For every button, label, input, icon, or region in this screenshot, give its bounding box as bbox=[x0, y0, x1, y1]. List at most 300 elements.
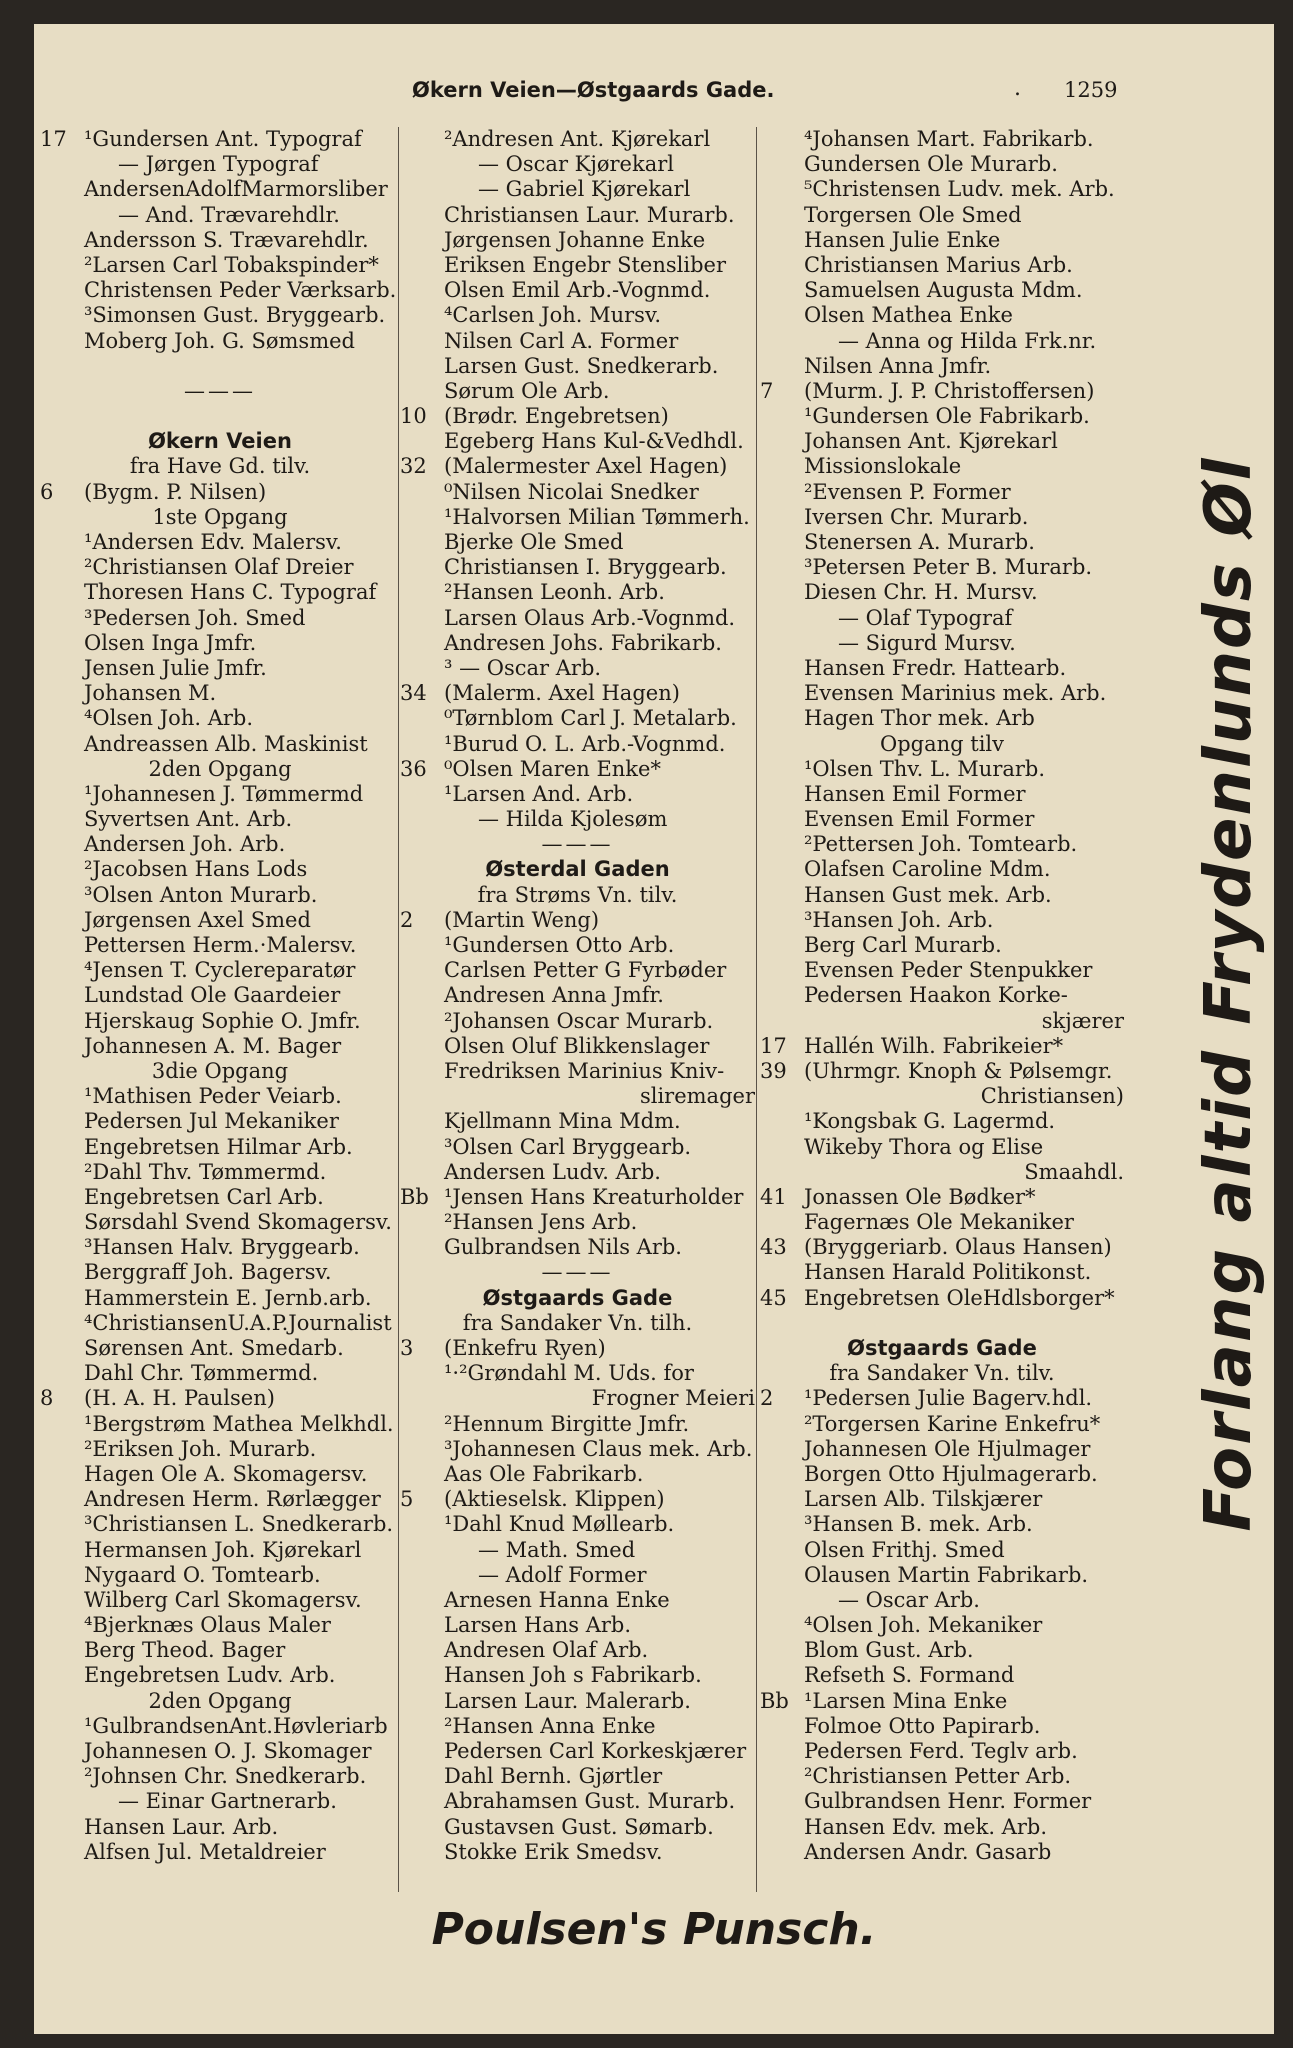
directory-entry bbox=[40, 1714, 400, 1739]
directory-entry bbox=[760, 1412, 1124, 1437]
directory-entry bbox=[760, 1260, 1124, 1285]
house-number: Bb bbox=[400, 1184, 429, 1209]
entry-text: (Enkefru Ryen) bbox=[444, 1336, 606, 1360]
directory-entry bbox=[400, 807, 755, 832]
directory-entry bbox=[760, 1286, 1124, 1311]
directory-entry bbox=[760, 580, 1124, 605]
entry-text: Larsen Hans Arb. bbox=[444, 1613, 632, 1638]
directory-entry bbox=[400, 354, 755, 379]
directory-entry bbox=[400, 1613, 755, 1638]
directory-entry bbox=[40, 253, 400, 278]
street-heading bbox=[760, 1336, 1124, 1361]
directory-entry bbox=[760, 228, 1124, 253]
entry-text: ²Hansen Anna Enke bbox=[444, 1713, 656, 1738]
entry-text: Økern Veien bbox=[148, 429, 292, 454]
directory-entry bbox=[40, 1613, 400, 1638]
directory-entry bbox=[760, 429, 1124, 454]
directory-entry bbox=[760, 1764, 1124, 1789]
directory-entry bbox=[400, 1412, 755, 1437]
entry-text: Johannesen O. J. Skomager bbox=[84, 1739, 372, 1763]
entry-text: ²Hennum Birgitte Jmfr. bbox=[444, 1411, 690, 1436]
entry-text: Smaahdl. bbox=[1024, 1159, 1124, 1184]
entry-text: Engebretsen OleHdlsborger* bbox=[804, 1285, 1115, 1310]
directory-entry bbox=[40, 1815, 400, 1840]
entry-text: Gulbrandsen Henr. Former bbox=[804, 1789, 1092, 1814]
entry-text: Østgaards Gade bbox=[482, 1285, 673, 1310]
entry-text: Jørgensen Johanne Enke bbox=[444, 227, 706, 252]
directory-entry bbox=[760, 1487, 1124, 1512]
entry-text: — Sigurd Mursv. bbox=[838, 630, 1016, 655]
entry-text: Evensen Marinius mek. Arb. bbox=[804, 681, 1107, 706]
entry-text: Dahl Chr. Tømmermd. bbox=[84, 1361, 319, 1386]
directory-entry bbox=[760, 530, 1124, 555]
directory-entry bbox=[400, 1210, 755, 1235]
entry-text: Johansen Ant. Kjørekarl bbox=[804, 429, 1058, 454]
directory-entry bbox=[40, 1160, 400, 1185]
entry-text: Sørsdahl Svend Skomagersv. bbox=[84, 1210, 392, 1235]
entry-text: Christiansen I. Bryggearb. bbox=[444, 555, 727, 580]
entry-text: ³Petersen Peter B. Murarb. bbox=[804, 555, 1093, 580]
vertical-ad-text: Forlang altid Frydenlunds Øl bbox=[1192, 456, 1266, 1532]
house-number: 3 bbox=[400, 1336, 414, 1360]
directory-entry bbox=[760, 454, 1124, 479]
directory-entry bbox=[400, 1437, 755, 1462]
entry-text: ⁴Jensen T. Cyclereparatør bbox=[84, 958, 356, 983]
entry-text: ¹Andersen Edv. Malersv. bbox=[84, 530, 342, 554]
column-1 bbox=[40, 127, 400, 1865]
entry-text: Hermansen Joh. Kjørekarl bbox=[84, 1537, 362, 1562]
entry-text: Pedersen Jul Mekaniker bbox=[84, 1109, 339, 1134]
directory-entry bbox=[400, 404, 755, 429]
entry-text: ²Hansen Leonh. Arb. bbox=[444, 580, 665, 605]
directory-entry bbox=[40, 1638, 400, 1663]
directory-entry bbox=[760, 1789, 1124, 1814]
entry-text: ¹Larsen Mina Enke bbox=[804, 1688, 1008, 1713]
entry-text: ¹Gundersen Ant. Typograf bbox=[84, 127, 362, 151]
entry-text: Christensen Peder Værksarb. bbox=[84, 278, 397, 303]
directory-entry bbox=[760, 1311, 1124, 1336]
entry-text: Eriksen Engebr Stensliber bbox=[444, 252, 726, 277]
directory-entry bbox=[760, 1034, 1124, 1059]
directory-entry bbox=[40, 807, 400, 832]
directory-entry bbox=[400, 1538, 755, 1563]
entry-text: Andersen Ludv. Arb. bbox=[444, 1159, 661, 1184]
entry-text: Engebretsen Ludv. Arb. bbox=[84, 1663, 336, 1688]
entry-text: — Oscar Arb. bbox=[838, 1587, 980, 1612]
directory-entry bbox=[760, 354, 1124, 379]
entry-text: ¹Gundersen Ole Fabrikarb. bbox=[804, 404, 1090, 429]
house-number: 17 bbox=[760, 1033, 787, 1058]
entry-text: ¹Johannesen J. Tømmermd bbox=[84, 781, 364, 806]
directory-entry bbox=[760, 1663, 1124, 1688]
directory-entry bbox=[400, 1034, 755, 1059]
directory-entry bbox=[760, 1210, 1124, 1235]
entry-text: — Olaf Typograf bbox=[838, 605, 1013, 630]
directory-entry bbox=[400, 505, 755, 530]
entry-text: Johannesen Ole Hjulmager bbox=[804, 1436, 1091, 1461]
directory-entry bbox=[760, 656, 1124, 681]
directory-entry bbox=[760, 631, 1124, 656]
directory-entry bbox=[400, 1311, 755, 1336]
directory-entry bbox=[400, 1336, 755, 1361]
directory-entry bbox=[40, 757, 400, 782]
directory-entry bbox=[40, 1487, 400, 1512]
entry-text: ⁰Nilsen Nicolai Snedker bbox=[444, 479, 699, 504]
column-2 bbox=[400, 127, 755, 1865]
directory-entry bbox=[400, 580, 755, 605]
entry-text: Fagernæs Ole Mekaniker bbox=[804, 1210, 1074, 1235]
directory-entry bbox=[760, 1613, 1124, 1638]
directory-entry bbox=[400, 933, 755, 958]
directory-entry bbox=[760, 253, 1124, 278]
entry-text: (Uhrmgr. Knoph & Pølsemgr. bbox=[804, 1058, 1113, 1083]
entry-text: 3die Opgang bbox=[151, 1058, 289, 1083]
entry-text: (Malerm. Axel Hagen) bbox=[444, 681, 680, 706]
entry-text: Thoresen Hans C. Typograf bbox=[84, 580, 377, 605]
directory-entry bbox=[40, 555, 400, 580]
entry-text: Hansen Edv. mek. Arb. bbox=[804, 1814, 1047, 1839]
entry-text: Wilberg Carl Skomagersv. bbox=[84, 1587, 362, 1612]
directory-entry bbox=[40, 832, 400, 857]
entry-text: ¹Mathisen Peder Veiarb. bbox=[84, 1084, 342, 1109]
entry-text: Engebretsen Hilmar Arb. bbox=[84, 1134, 353, 1159]
directory-entry bbox=[760, 1563, 1124, 1588]
entry-text: Olsen Mathea Enke bbox=[804, 303, 1013, 328]
entry-text: ⁴Johansen Mart. Fabrikarb. bbox=[804, 127, 1094, 151]
directory-entry bbox=[40, 1563, 400, 1588]
entry-text: ⁴Carlsen Joh. Mursv. bbox=[444, 303, 661, 328]
directory-entry bbox=[400, 782, 755, 807]
directory-entry bbox=[400, 253, 755, 278]
directory-page bbox=[34, 24, 1274, 2034]
directory-entry bbox=[760, 757, 1124, 782]
entry-text: Pettersen Herm.·Malersv. bbox=[84, 933, 357, 957]
street-heading bbox=[400, 857, 755, 882]
directory-entry bbox=[400, 958, 755, 983]
directory-entry bbox=[400, 1764, 755, 1789]
directory-entry bbox=[40, 1260, 400, 1285]
directory-entry bbox=[40, 1109, 400, 1134]
entry-text: (Bryggeriarb. Olaus Hansen) bbox=[804, 1235, 1112, 1260]
directory-entry bbox=[40, 1588, 400, 1613]
directory-entry bbox=[760, 1386, 1124, 1411]
entry-text: Jørgensen Axel Smed bbox=[84, 907, 311, 932]
directory-entry bbox=[760, 1714, 1124, 1739]
entry-text: ²Jacobsen Hans Lods bbox=[84, 857, 308, 882]
entry-text: Hallén Wilh. Fabrikeier* bbox=[804, 1033, 1064, 1058]
directory-entry bbox=[400, 1663, 755, 1688]
vertical-advertisement bbox=[1184, 456, 1274, 1532]
directory-entry bbox=[400, 1714, 755, 1739]
directory-entry bbox=[400, 983, 755, 1008]
directory-entry bbox=[400, 203, 755, 228]
directory-entry bbox=[40, 883, 400, 908]
entry-text: Diesen Chr. H. Mursv. bbox=[804, 580, 1038, 605]
directory-entry bbox=[40, 631, 400, 656]
entry-text: ²Johansen Oscar Murarb. bbox=[444, 1008, 714, 1033]
entry-text: ²Hansen Jens Arb. bbox=[444, 1210, 638, 1235]
entry-text: ⁵Christensen Ludv. mek. Arb. bbox=[804, 177, 1115, 202]
directory-entry bbox=[760, 177, 1124, 202]
entry-text: ⁴Olsen Joh. Mekaniker bbox=[804, 1613, 1043, 1638]
directory-entry bbox=[400, 379, 755, 404]
directory-entry bbox=[760, 1437, 1124, 1462]
directory-entry bbox=[400, 152, 755, 177]
entry-text: Engebretsen Carl Arb. bbox=[84, 1184, 324, 1209]
directory-entry bbox=[760, 1512, 1124, 1537]
section-separator bbox=[40, 379, 400, 404]
entry-text: Olsen Oluf Blikkenslager bbox=[444, 1033, 710, 1058]
directory-entry bbox=[760, 1462, 1124, 1487]
entry-text: ⁰Olsen Maren Enke* bbox=[444, 756, 661, 781]
entry-text: ²Andresen Ant. Kjørekarl bbox=[444, 127, 711, 151]
directory-entry bbox=[760, 1361, 1124, 1386]
page-header bbox=[34, 76, 1274, 116]
entry-text: Frogner Meieri bbox=[591, 1386, 755, 1411]
directory-entry bbox=[400, 530, 755, 555]
directory-entry bbox=[760, 933, 1124, 958]
entry-text: Aas Ole Fabrikarb. bbox=[444, 1461, 644, 1486]
entry-text: skjærer bbox=[1041, 1008, 1124, 1033]
entry-text: ⁴ChristiansenU.A.P.Journalist bbox=[84, 1310, 392, 1335]
entry-text: Østerdal Gaden bbox=[485, 857, 670, 882]
entry-text: Andersen Joh. Arb. bbox=[84, 832, 286, 857]
entry-text: Olafsen Caroline Mdm. bbox=[804, 857, 1051, 882]
entry-text: Samuelsen Augusta Mdm. bbox=[804, 278, 1083, 303]
directory-entry bbox=[40, 505, 400, 530]
entry-text: ⁰Tørnblom Carl J. Metalarb. bbox=[444, 706, 737, 731]
entry-text: ¹Halvorsen Milian Tømmerh. bbox=[444, 504, 750, 529]
entry-text: 1ste Opgang bbox=[152, 504, 288, 529]
entry-text: ¹Bergstrøm Mathea Melkhdl. bbox=[84, 1411, 394, 1436]
directory-entry bbox=[40, 857, 400, 882]
entry-text: Hagen Thor mek. Arb bbox=[804, 706, 1035, 731]
directory-entry bbox=[40, 782, 400, 807]
entry-text: ¹Jensen Hans Kreaturholder bbox=[444, 1184, 744, 1209]
entry-text: sliremager bbox=[639, 1084, 755, 1109]
directory-entry bbox=[40, 1689, 400, 1714]
directory-entry bbox=[760, 127, 1124, 152]
directory-entry bbox=[400, 631, 755, 656]
entry-text: Johannesen A. M. Bager bbox=[84, 1033, 342, 1058]
directory-entry bbox=[760, 329, 1124, 354]
house-number: 8 bbox=[40, 1386, 54, 1411]
directory-entry bbox=[40, 1538, 400, 1563]
directory-entry bbox=[40, 1336, 400, 1361]
entry-text: Arnesen Hanna Enke bbox=[444, 1587, 670, 1612]
entry-text: AndersenAdolfMarmorsliber bbox=[84, 177, 388, 202]
entry-text: Jonassen Ole Bødker* bbox=[804, 1184, 1036, 1209]
directory-entry bbox=[400, 606, 755, 631]
entry-text: ³ — Oscar Arb. bbox=[444, 655, 602, 680]
directory-entry bbox=[40, 1210, 400, 1235]
entry-text: Andresen Johs. Fabrikarb. bbox=[444, 630, 722, 655]
directory-entry bbox=[40, 706, 400, 731]
entry-text: ⁴Bjerknæs Olaus Maler bbox=[84, 1613, 331, 1638]
directory-entry bbox=[760, 404, 1124, 429]
entry-text: (Martin Weng) bbox=[444, 907, 600, 932]
entry-text: Fredriksen Marinius Kniv- bbox=[444, 1058, 725, 1083]
directory-entry bbox=[40, 606, 400, 631]
directory-entry bbox=[40, 983, 400, 1008]
entry-text: ——— bbox=[541, 832, 614, 857]
entry-text: (H. A. H. Paulsen) bbox=[84, 1386, 275, 1411]
directory-entry bbox=[400, 1084, 755, 1109]
entry-text: Opgang tilv bbox=[879, 731, 1004, 756]
entry-text: ¹Pedersen Julie Bagerv.hdl. bbox=[804, 1386, 1093, 1411]
entry-text: Olsen Frithj. Smed bbox=[804, 1537, 1005, 1562]
directory-entry bbox=[40, 480, 400, 505]
entry-text: Carlsen Petter G Fyrbøder bbox=[444, 958, 727, 983]
directory-entry bbox=[760, 1815, 1124, 1840]
street-heading bbox=[40, 429, 400, 454]
directory-entry bbox=[760, 505, 1124, 530]
column-divider bbox=[756, 127, 757, 1892]
entry-text: ⁴Olsen Joh. Arb. bbox=[84, 706, 254, 731]
entry-text: ¹Olsen Thv. L. Murarb. bbox=[804, 756, 1046, 781]
directory-entry bbox=[760, 1059, 1124, 1084]
directory-entry bbox=[400, 1512, 755, 1537]
house-number: 2 bbox=[760, 1386, 774, 1411]
directory-entry bbox=[400, 1009, 755, 1034]
entry-text: — Einar Gartnerarb. bbox=[118, 1789, 337, 1814]
entry-text: Lundstad Ole Gaardeier bbox=[84, 983, 341, 1008]
directory-entry bbox=[760, 706, 1124, 731]
entry-text: Andersson S. Trævarehdlr. bbox=[84, 227, 369, 252]
directory-entry bbox=[400, 1563, 755, 1588]
directory-entry bbox=[760, 732, 1124, 757]
entry-text: ²Christiansen Petter Arb. bbox=[804, 1764, 1072, 1789]
entry-text: Pedersen Ferd. Teglv arb. bbox=[804, 1739, 1078, 1763]
entry-text: Hansen Gust mek. Arb. bbox=[804, 882, 1052, 907]
directory-entry bbox=[40, 127, 400, 152]
directory-entry bbox=[40, 1084, 400, 1109]
directory-entry bbox=[400, 681, 755, 706]
entry-text: Gundersen Ole Murarb. bbox=[804, 152, 1058, 177]
directory-entry bbox=[40, 1286, 400, 1311]
entry-text: Wikeby Thora og Elise bbox=[804, 1134, 1044, 1159]
directory-entry bbox=[400, 1135, 755, 1160]
entry-text: ¹·²Grøndahl M. Uds. for bbox=[444, 1361, 694, 1386]
house-number: 6 bbox=[40, 479, 54, 504]
directory-entry bbox=[760, 1638, 1124, 1663]
entry-text: ³Christiansen L. Snedkerarb. bbox=[84, 1512, 394, 1537]
directory-entry bbox=[760, 857, 1124, 882]
directory-entry bbox=[760, 807, 1124, 832]
directory-entry bbox=[400, 1689, 755, 1714]
entry-text: Pedersen Haakon Korke- bbox=[804, 983, 1068, 1008]
directory-entry bbox=[760, 480, 1124, 505]
directory-entry bbox=[40, 1059, 400, 1084]
directory-entry bbox=[40, 1185, 400, 1210]
entry-text: ¹Burud O. L. Arb.-Vognmd. bbox=[444, 731, 726, 756]
directory-entry bbox=[400, 1487, 755, 1512]
entry-text: Johansen M. bbox=[84, 681, 217, 706]
directory-entry bbox=[40, 580, 400, 605]
entry-text: Andresen Anna Jmfr. bbox=[444, 983, 664, 1008]
directory-entry bbox=[40, 1512, 400, 1537]
entry-text: ¹Gundersen Otto Arb. bbox=[444, 933, 675, 957]
entry-text: ³Olsen Anton Murarb. bbox=[84, 882, 318, 907]
house-number: 17 bbox=[40, 127, 67, 151]
directory-entry bbox=[760, 152, 1124, 177]
directory-entry bbox=[400, 1235, 755, 1260]
directory-entry bbox=[400, 706, 755, 731]
entry-text: Larsen Laur. Malerarb. bbox=[444, 1688, 691, 1713]
entry-text: Hansen Joh s Fabrikarb. bbox=[444, 1663, 702, 1688]
entry-text: Syvertsen Ant. Arb. bbox=[84, 807, 293, 832]
entry-text: Sørensen Ant. Smedarb. bbox=[84, 1336, 344, 1360]
directory-entry bbox=[40, 1840, 400, 1865]
entry-text: Blom Gust. Arb. bbox=[804, 1638, 974, 1663]
entry-text: Andreassen Alb. Maskinist bbox=[84, 731, 368, 756]
entry-text: Jensen Julie Jmfr. bbox=[84, 655, 267, 680]
entry-text: Nygaard O. Tomtearb. bbox=[84, 1562, 321, 1587]
entry-text: Hansen Harald Politikonst. bbox=[804, 1260, 1092, 1285]
entry-text: — Math. Smed bbox=[478, 1537, 636, 1562]
entry-text: Refseth S. Formand bbox=[804, 1663, 1015, 1688]
entry-text: ²Christiansen Olaf Dreier bbox=[84, 555, 354, 580]
entry-text: (Murm. J. P. Christoffersen) bbox=[804, 378, 1095, 403]
entry-text: Iversen Chr. Murarb. bbox=[804, 504, 1029, 529]
house-number: 36 bbox=[400, 756, 427, 781]
directory-entry bbox=[400, 1109, 755, 1134]
entry-text: Christiansen Laur. Murarb. bbox=[444, 202, 735, 227]
entry-text: Bjerke Ole Smed bbox=[444, 530, 624, 554]
house-number: 32 bbox=[400, 454, 427, 479]
entry-text: Evensen Emil Former bbox=[804, 807, 1035, 832]
directory-entry bbox=[40, 278, 400, 303]
directory-entry bbox=[40, 1764, 400, 1789]
entry-text: Andresen Olaf Arb. bbox=[444, 1638, 649, 1663]
directory-entry bbox=[400, 757, 755, 782]
entry-text: Larsen Olaus Arb.-Vognmd. bbox=[444, 605, 736, 630]
directory-entry bbox=[760, 681, 1124, 706]
directory-entry bbox=[400, 278, 755, 303]
entry-text: Berg Carl Murarb. bbox=[804, 933, 1002, 957]
entry-text: Christiansen) bbox=[980, 1084, 1124, 1109]
directory-entry bbox=[400, 228, 755, 253]
house-number: 43 bbox=[760, 1235, 787, 1260]
entry-text: ²Pettersen Joh. Tomtearb. bbox=[804, 832, 1078, 857]
directory-entry bbox=[760, 555, 1124, 580]
entry-text: Larsen Alb. Tilskjærer bbox=[804, 1487, 1043, 1512]
directory-entry bbox=[40, 1034, 400, 1059]
directory-entry bbox=[400, 1462, 755, 1487]
directory-entry bbox=[760, 1538, 1124, 1563]
house-number: 5 bbox=[400, 1487, 414, 1512]
directory-entry bbox=[40, 404, 400, 429]
entry-text: — Gabriel Kjørekarl bbox=[478, 177, 691, 202]
directory-entry bbox=[40, 228, 400, 253]
directory-entry bbox=[40, 1135, 400, 1160]
directory-entry bbox=[760, 278, 1124, 303]
entry-text: Missionslokale bbox=[804, 454, 962, 479]
entry-text: ³Hansen Joh. Arb. bbox=[804, 907, 994, 932]
directory-entry bbox=[400, 1588, 755, 1613]
directory-entry bbox=[400, 1160, 755, 1185]
directory-entry bbox=[400, 177, 755, 202]
directory-entry bbox=[400, 908, 755, 933]
directory-entry bbox=[40, 1663, 400, 1688]
entry-text: Andersen Andr. Gasarb bbox=[804, 1839, 1052, 1864]
directory-entry bbox=[400, 1386, 755, 1411]
directory-entry bbox=[760, 1109, 1124, 1134]
entry-text: (Malermester Axel Hagen) bbox=[444, 454, 728, 479]
entry-text: Evensen Peder Stenpukker bbox=[804, 958, 1093, 983]
house-number: 2 bbox=[400, 907, 414, 932]
entry-text: Olsen Inga Jmfr. bbox=[84, 630, 257, 655]
